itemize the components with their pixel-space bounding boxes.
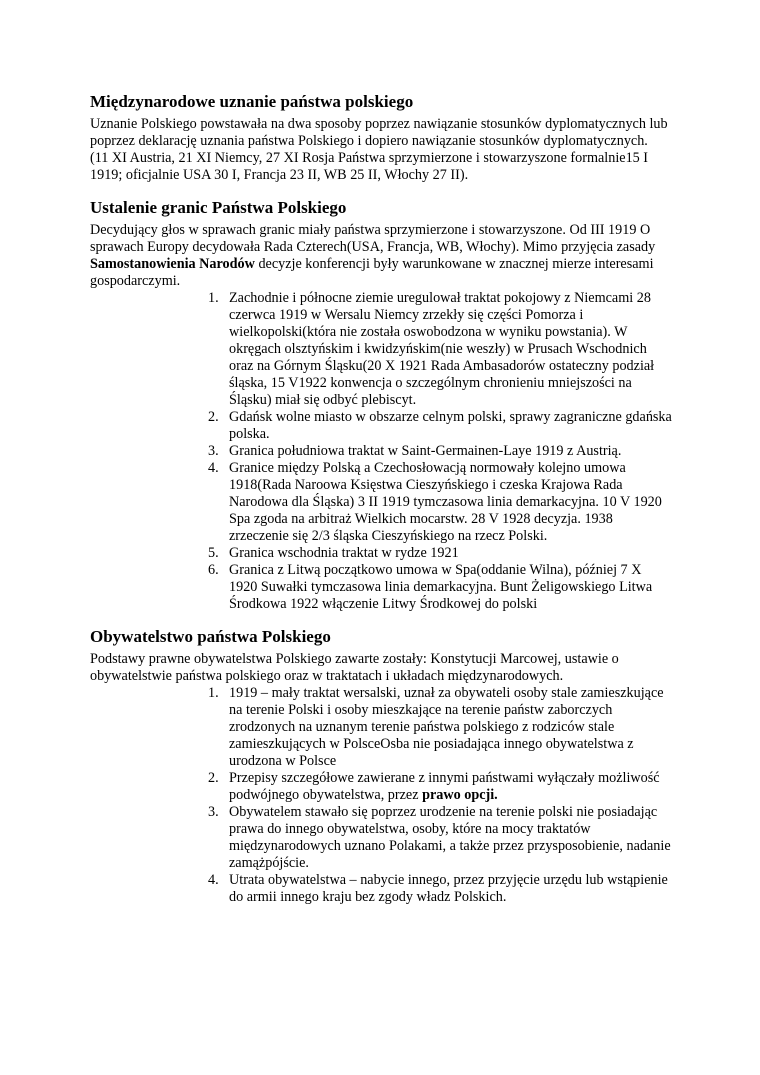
list-item (90, 685, 672, 770)
section-title-recognition: Międzynarodowe uznanie państwa polskiego (90, 92, 414, 111)
list-item-text: Przepisy szczegółowe zawierane z innymi państwami wyłączały możliwość podwójnego obywatelstwa, przez (229, 770, 660, 803)
intro-bold-term: Samostanowienia Narodów (90, 256, 255, 272)
list-item-text: 1919 – mały traktat wersalski, uznał za obywateli osoby stale zamieszkujące na terenie Polski i osoby mieszkające na terenie państw zaborczych zrodzonych na uznanym terenie państwa polskiego z rodziców stale zamieszkujących w PolsceOsba nie posiadająca innego obywatelstwa z urodzona w Polsce (229, 685, 664, 769)
list-item (90, 443, 672, 460)
list-number: 1. (208, 685, 219, 701)
list-item (90, 460, 672, 545)
list-number: 1. (208, 290, 219, 306)
intro-text: Decydujący głos w sprawach granic miały państwa sprzymierzone i stowarzyszone. Od III 1919 O sprawach Europy decydowała Rada Czterech(USA, Francja, WB, Włochy). Mimo przyjęcia zasady (90, 222, 656, 255)
list-item-text: Zachodnie i północne ziemie uregulował traktat pokojowy z Niemcami 28 czerwca 1919 w Wersalu Niemcy zrzekły się części Pomorza i wielkopolski(która nie została oswobodzona w wyniku powstania). W okręgach olsztyńskim i kwidzyńskim(nie weszły) w Prusach Wschodnich oraz na Górnym Śląsku(20 X 1921 Rada Ambasadorów ostateczny podział śląska, 15 V1922 konwencja o szczególnym chronieniu mniejszości na Śląsku) miał się odbyć plebiscyt. (229, 290, 655, 408)
list-item-text: Granica wschodnia traktat w rydze 1921 (229, 545, 459, 561)
list-number: 4. (208, 872, 219, 888)
list-item-bold-term: prawo opcji. (422, 787, 498, 803)
list-item-text: Gdańsk wolne miasto w obszarze celnym polski, sprawy zagraniczne gdańska polska. (229, 409, 672, 442)
section-title-citizenship: Obywatelstwo państwa Polskiego (90, 627, 331, 646)
list-item (90, 770, 672, 804)
list-number: 5. (208, 545, 219, 561)
list-number: 4. (208, 460, 219, 476)
list-item (90, 290, 672, 409)
paragraph-recognition: Uznanie Polskiego powstawała na dwa sposoby poprzez nawiązanie stosunków dyplomatycznych lub poprzez deklarację uznania państwa Polskiego i dopiero nawiązanie stosunków dyplomatycznych. (90, 116, 668, 149)
paragraph-citizenship-intro: Podstawy prawne obywatelstwa Polskiego zawarte zostały: Konstytucji Marcowej, ustawie o obywatelstwie państwa polskiego oraz w traktatach i układach międzynarodowych. (90, 651, 619, 684)
document-page (90, 92, 672, 906)
list-item-text: Utrata obywatelstwa – nabycie innego, przez przyjęcie urzędu lub wstąpienie do armii innego kraju bez zgody władz Polskich. (229, 872, 668, 905)
list-item-text: Obywatelem stawało się poprzez urodzenie na terenie polski nie posiadając prawa do innego obywatelstwa, osoby, które na mocy traktatów międzynarodowych uznano Polakami, a także przez przysposobienie, nadanie zamążpójście. (229, 804, 671, 871)
list-item (90, 409, 672, 443)
list-item-text: Granice między Polską a Czechosłowacją normowały kolejno umowa 1918(Rada Naroowa Księstwa Cieszyńskiego i czeska Krajowa Rada Narodowa dla Śląska) 3 II 1919 tymczasowa linia demarkacyjna. 10 V 1920 Spa zgoda na arbitraż Wielkich mocarstw. 28 V 1928 decyzja. 1938 zrzeczenie się 2/3 śląska Cieszyńskiego na rzecz Polski. (229, 460, 662, 544)
borders-list (90, 290, 672, 613)
list-item (90, 545, 672, 562)
paragraph-borders-intro (90, 222, 672, 290)
list-item-text: Granica południowa traktat w Saint-Germainen-Laye 1919 z Austrią. (229, 443, 622, 459)
list-item (90, 562, 672, 613)
citizenship-list (90, 685, 672, 906)
list-number: 2. (208, 409, 219, 425)
list-number: 3. (208, 443, 219, 459)
list-item (90, 872, 672, 906)
list-number: 6. (208, 562, 219, 578)
list-number: 2. (208, 770, 219, 786)
list-item (90, 804, 672, 872)
list-number: 3. (208, 804, 219, 820)
list-item-text: Granica z Litwą początkowo umowa w Spa(oddanie Wilna), później 7 X 1920 Suwałki tymczasowa linia demarkacyjna. Bunt Żeligowskiego Litwa Środkowa 1922 włączenie Litwy Środkowej do polski (229, 562, 653, 612)
section-title-borders: Ustalenie granic Państwa Polskiego (90, 198, 347, 217)
paragraph-recognition-dates: (11 XI Austria, 21 XI Niemcy, 27 XI Rosja Państwa sprzymierzone i stowarzyszone formalnie15 I 1919; oficjalnie USA 30 I, Francja 23 II, WB 25 II, Włochy 27 II). (90, 150, 649, 183)
intro-text: decyzje konferencji były warunkowane w znacznej mierze interesami gospodarczymi. (90, 256, 654, 289)
